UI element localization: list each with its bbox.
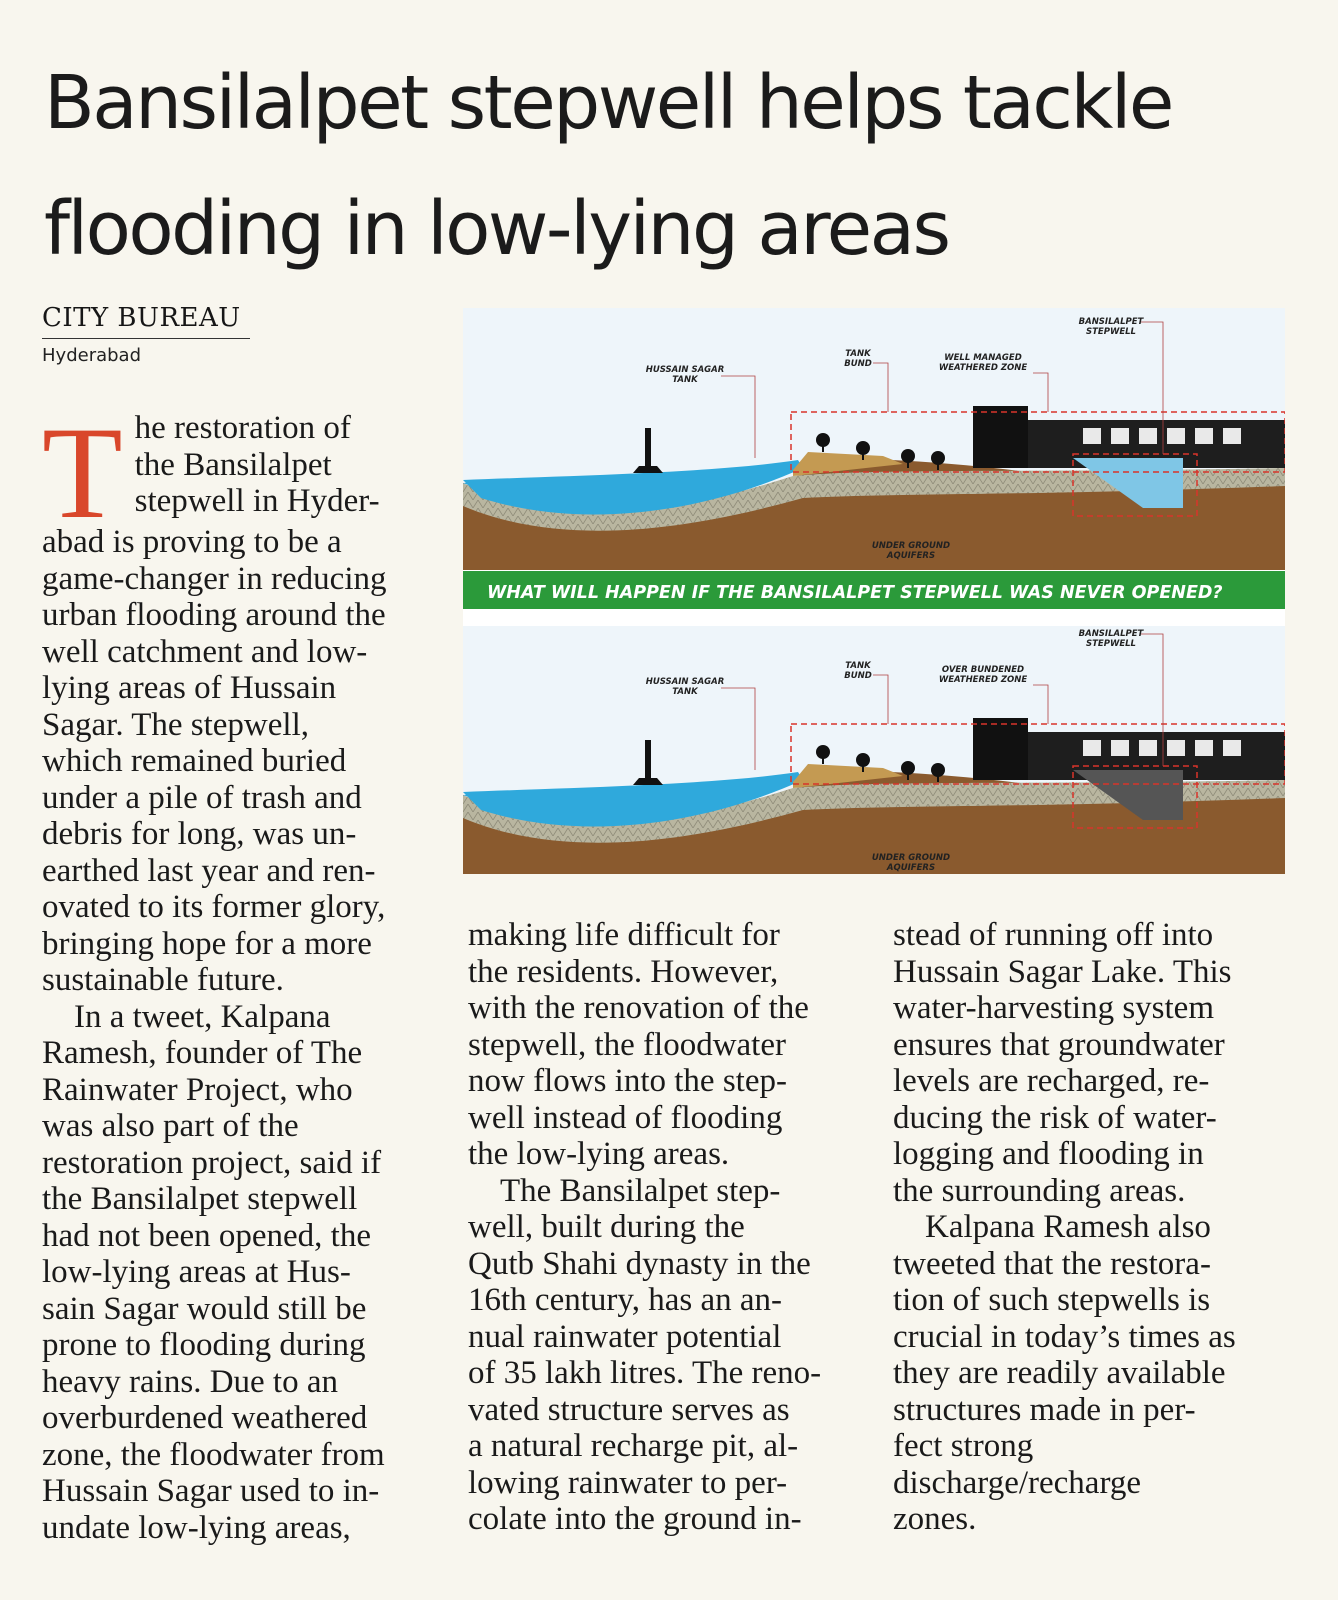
article-line: fect strong — [893, 1428, 1034, 1464]
stepwell-infographic — [463, 308, 1285, 874]
tree-trunk — [907, 768, 909, 780]
article-line: had not been opened, the — [42, 1217, 371, 1254]
article-line: discharge/recharge — [893, 1464, 1141, 1501]
window — [1111, 740, 1129, 756]
window — [1083, 428, 1101, 444]
tree-trunk — [862, 760, 864, 772]
window — [1195, 428, 1213, 444]
stepwell-label: STEPWELL — [1086, 639, 1136, 649]
hussain-sagar-label: HUSSAIN SAGAR — [645, 677, 725, 687]
article-line: which remained buried — [42, 743, 347, 779]
article-line: levels are recharged, re- — [893, 1063, 1210, 1099]
tree-trunk — [862, 448, 864, 460]
article-line: Hussain Sagar used to in- — [42, 1473, 380, 1509]
article-line: 16th century, has an an- — [468, 1282, 782, 1318]
article-line: nual rainwater potential — [468, 1318, 782, 1355]
weathered-zone-label: OVER BUNDENED — [941, 665, 1025, 675]
article-line: The Bansilalpet step- — [500, 1172, 781, 1209]
weathered-zone-label: WEATHERED ZONE — [938, 363, 1028, 373]
dateline: Hyderabad — [42, 345, 141, 366]
article-line: undate low-lying areas, — [42, 1509, 351, 1546]
panel-without-stepwell — [463, 626, 1285, 874]
tree-trunk — [907, 456, 909, 468]
tree-trunk — [937, 770, 939, 782]
aquifer-label: UNDER GROUND — [871, 541, 951, 551]
article-line: the Bansilalpet — [134, 446, 332, 483]
tank-bund-label: TANK — [845, 349, 871, 359]
article-line: Ramesh, founder of The — [42, 1035, 363, 1071]
article-line: with the renovation of the — [468, 990, 809, 1026]
headline — [44, 40, 1304, 292]
article-line: stepwell, the floodwater — [468, 1026, 786, 1063]
banner-text: WHAT WILL HAPPEN IF THE BANSILALPET STEPWELL WAS NEVER OPENED? — [487, 583, 1223, 603]
article-line: In a tweet, Kalpana — [74, 998, 331, 1035]
window — [1167, 428, 1185, 444]
article-line: tweeted that the restora- — [893, 1245, 1211, 1282]
article-line: sustainable future. — [42, 962, 284, 998]
byline: CITY BUREAU — [42, 302, 250, 339]
article-line: stepwell in Hyder- — [134, 483, 380, 519]
hussain-sagar-label: HUSSAIN SAGAR — [645, 365, 725, 375]
article-line: heavy rains. Due to an — [42, 1363, 338, 1400]
article-line: making life difficult for — [468, 917, 780, 953]
article-line: was also part of the — [42, 1108, 299, 1144]
article-line: lowing rainwater to per- — [468, 1464, 788, 1501]
window — [1139, 428, 1157, 444]
hussain-sagar-label: TANK — [672, 687, 698, 697]
article-line: of 35 lakh litres. The reno- — [468, 1355, 822, 1391]
article-line: well, built during the — [468, 1209, 745, 1245]
article-line: Qutb Shahi dynasty in the — [468, 1245, 811, 1282]
article-line: Kalpana Ramesh also — [925, 1209, 1211, 1245]
article-line: Hussain Sagar Lake. This — [893, 953, 1232, 990]
article-column-3 — [893, 917, 1293, 1538]
article-line: under a pile of trash and — [42, 779, 362, 816]
tree-trunk — [822, 440, 824, 452]
headline-line-2: flooding in low-lying areas — [44, 186, 949, 272]
article-line: now flows into the step- — [468, 1063, 787, 1099]
tall-building — [973, 406, 1028, 468]
article-line: water-harvesting system — [893, 990, 1214, 1026]
tall-building — [973, 718, 1028, 780]
article-line: well catchment and low- — [42, 633, 368, 670]
statue — [645, 740, 651, 778]
aquifer-label: AQUIFERS — [886, 551, 936, 561]
article-line: logging and flooding in — [893, 1136, 1204, 1172]
article-line: Sagar. The stepwell, — [42, 706, 309, 743]
infographic-svg — [463, 308, 1285, 874]
article-line: lying areas of Hussain — [42, 670, 337, 706]
article-line: he restoration of — [134, 410, 351, 446]
article-line: urban flooding around the — [42, 597, 386, 633]
panel-with-stepwell — [463, 308, 1285, 570]
article-line: abad is proving to be a — [42, 524, 342, 560]
statue — [645, 428, 651, 466]
article-column-2 — [468, 917, 868, 1538]
window — [1223, 428, 1241, 444]
tree-trunk — [937, 458, 939, 470]
article-line: the low-lying areas. — [468, 1136, 730, 1172]
article-line: game-changer in reducing — [42, 560, 387, 597]
stepwell-label: BANSILALPET — [1078, 629, 1144, 639]
tank-bund-label: TANK — [845, 661, 871, 671]
window — [1083, 740, 1101, 756]
article-line: the Bansilalpet stepwell — [42, 1181, 358, 1217]
article-line: the surrounding areas. — [893, 1172, 1186, 1209]
article-line: they are readily available — [893, 1355, 1226, 1391]
article-line: well instead of flooding — [468, 1099, 783, 1136]
drop-cap: T — [42, 399, 123, 546]
article-line: colate into the ground in- — [468, 1501, 802, 1537]
article-line: sain Sagar would still be — [42, 1290, 367, 1327]
tank-bund-label: BUND — [844, 671, 872, 681]
stepwell-label: BANSILALPET — [1078, 317, 1144, 327]
article-line: Rainwater Project, who — [42, 1071, 353, 1108]
article-line: a natural recharge pit, al- — [468, 1428, 799, 1464]
article-line: vated structure serves as — [468, 1391, 790, 1428]
article-column-1 — [42, 399, 442, 1546]
byline-block — [42, 302, 250, 366]
article-line: prone to flooding during — [42, 1327, 366, 1363]
article-line: stead of running off into — [893, 917, 1214, 953]
article-line: structures made in per- — [893, 1391, 1196, 1428]
window — [1167, 740, 1185, 756]
tank-bund-label: BUND — [844, 359, 872, 369]
article-line: ducing the risk of water- — [893, 1099, 1217, 1136]
aquifer-label: AQUIFERS — [886, 863, 936, 873]
window — [1223, 740, 1241, 756]
article-line: tion of such stepwells is — [893, 1282, 1211, 1318]
article-line: restoration project, said if — [42, 1144, 382, 1181]
article-line: zone, the floodwater from — [42, 1436, 385, 1473]
article-line: the residents. However, — [468, 953, 779, 990]
window — [1111, 428, 1129, 444]
article-line: overburdened weathered — [42, 1400, 368, 1436]
window — [1195, 740, 1213, 756]
aquifer-label: UNDER GROUND — [871, 853, 951, 863]
weathered-zone-label: WEATHERED ZONE — [938, 675, 1028, 685]
article-line: debris for long, was un- — [42, 816, 357, 852]
hussain-sagar-label: TANK — [672, 375, 698, 385]
window — [1139, 740, 1157, 756]
weathered-zone-label: WELL MANAGED — [944, 353, 1022, 363]
article-line: low-lying areas at Hus- — [42, 1254, 351, 1290]
headline-line-1: Bansilalpet stepwell helps tackle — [44, 60, 1172, 146]
tree-trunk — [822, 752, 824, 764]
article-line: earthed last year and ren- — [42, 852, 376, 889]
article-line: bringing hope for a more — [42, 925, 372, 962]
article-line: zones. — [893, 1501, 977, 1537]
article-line: crucial in today’s times as — [893, 1318, 1236, 1355]
article-line: ensures that groundwater — [893, 1026, 1225, 1063]
article-line: ovated to its former glory, — [42, 889, 386, 925]
stepwell-label: STEPWELL — [1086, 327, 1136, 337]
